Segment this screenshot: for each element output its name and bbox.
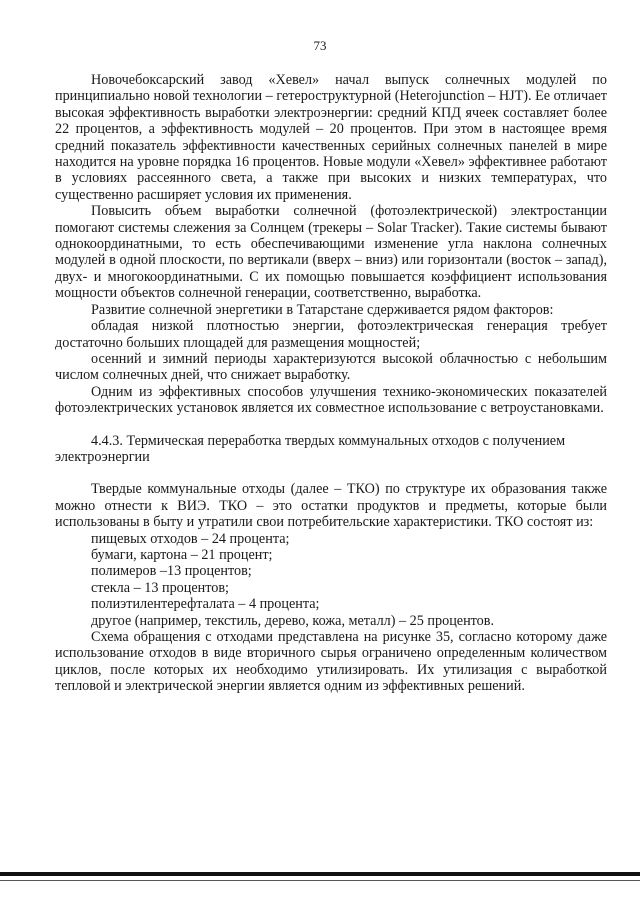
composition-item: пищевых отходов – 24 процента; (91, 530, 290, 547)
page-number: 73 (313, 38, 327, 53)
scan-bottom-border-thin (0, 880, 640, 881)
paragraph-wind-combination: Одним из эффективных способов улучшения технико-экономических показателей фотоэлектрических установок является их совместное использование с ветроустановками. (55, 383, 607, 417)
composition-item: стекла – 13 процентов; (91, 579, 229, 596)
paragraph-factor-density: обладая низкой плотностью энергии, фотоэлектрическая генерация требует достаточно больших площадей для размещения мощностей; (55, 318, 607, 351)
paragraph-tko-intro: Твердые коммунальные отходы (далее – ТКО) по структуре их образования также можно отнести к ВИЭ. ТКО – это остатки продуктов и предметы, которые были использованы в быту и утратили свои потребительские характеристики. ТКО состоят из: (55, 481, 607, 531)
composition-item: полимеров –13 процентов; (91, 563, 252, 580)
paragraph-trackers: Повысить объем выработки солнечной (фотоэлектрической) электростанции помогают системы слежения за Солнцем (трекеры – Solar Tracker). Такие системы бывают однокоординатными, то есть обеспечивающими изменение угла наклона солнечных модулей в одной плоскости, по вертикали (вверх – вниз) или горизонтали (восток – запад), двух- и многокоординатными. С их помощью повышается коэффициент использования мощности объектов солнечной генерации, соответственно, выработка. (55, 203, 607, 302)
document-body (55, 72, 607, 695)
scan-bottom-border (0, 872, 640, 876)
section-heading: 4.4.3. Термическая переработка твердых коммунальных отходов с получением электроэнергии (55, 432, 566, 465)
composition-item: полиэтилентерефталата – 4 процента; (91, 596, 320, 613)
composition-item: бумаги, картона – 21 процент; (91, 546, 273, 563)
composition-item: другое (например, текстиль, дерево, кожа, металл) – 25 процентов. (91, 612, 495, 629)
paragraph-factor-clouds: осенний и зимний периоды характеризуются высокой облачностью с небольшим числом солнечных дней, что снижает выработку. (55, 350, 607, 384)
paragraph-closing: Схема обращения с отходами представлена на рисунке 35, согласно которому даже использование отходов в виде вторичного сырья ограничено определенным количеством циклов, после которых их необходимо утилизировать. Их утилизация с выработкой тепловой и электрической энергии является одним из эффективных решений. (55, 629, 607, 695)
paragraph-hevel: Новочебоксарский завод «Хевел» начал выпуск солнечных модулей по принципиально новой технологии – гетероструктурной (Heterojunction – HJT). Ее отличает высокая эффективность выработки электроэнергии: средний КПД ячеек составляет более 22 процентов, а эффективность модулей – 20 процентов. При этом в настоящее время средний показатель эффективности качественных серийных солнечных панелей в мире находится на уровне порядка 16 процентов. Новые модули «Хевел» эффективнее работают в условиях рассеянного света, а также при высоких и низких температурах, что существенно расширяет условия их применения. (55, 72, 607, 203)
paragraph-factors-intro: Развитие солнечной энергетики в Татарстане сдерживается рядом факторов: (91, 301, 554, 318)
